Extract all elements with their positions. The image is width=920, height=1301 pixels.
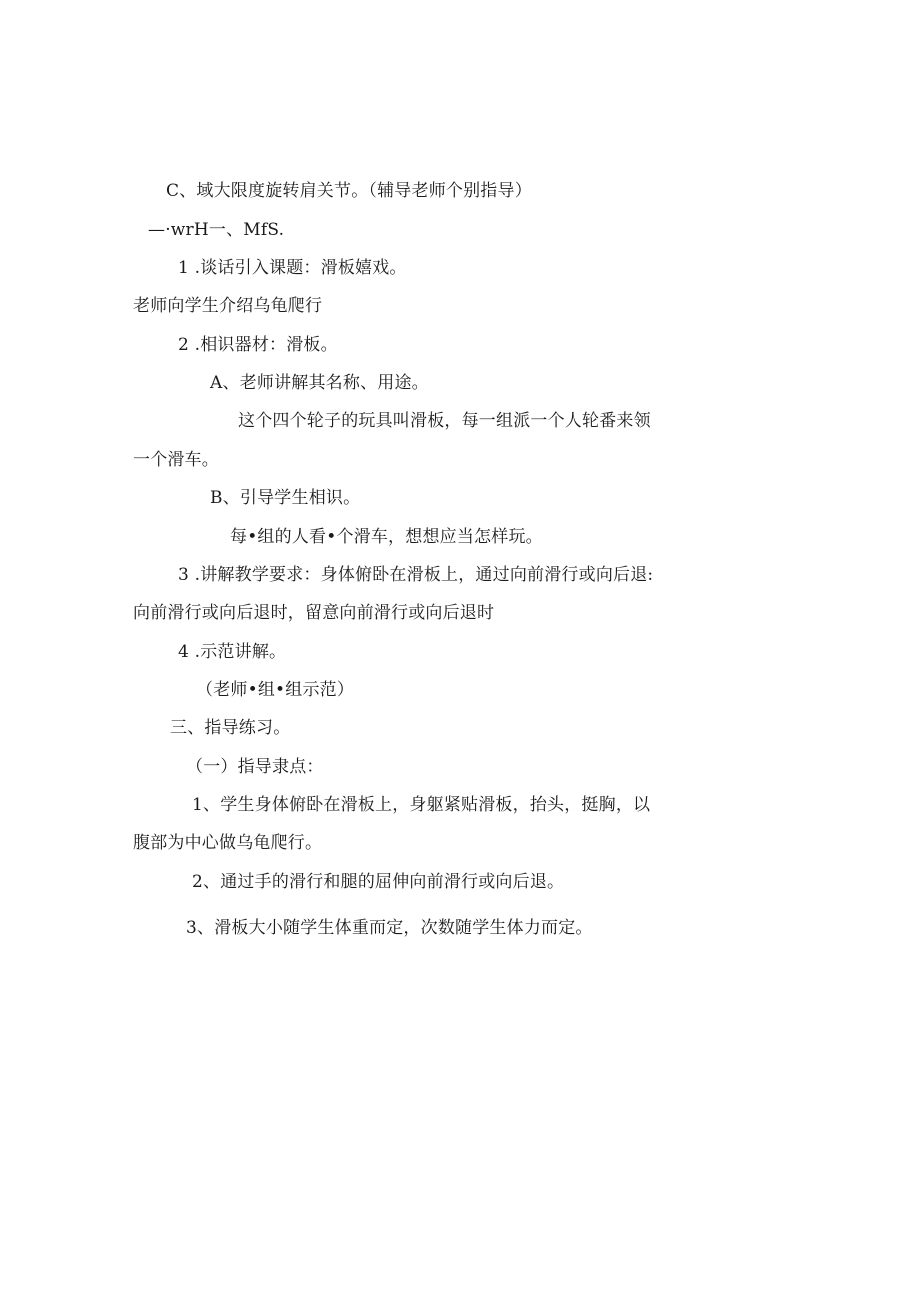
text-line-item-2-a: A、老师讲解其名称、用途。 <box>210 373 429 393</box>
text-line-item-1-detail: 老师向学生介绍乌龟爬行 <box>133 296 323 316</box>
text-line-item-1: 1 .谈话引入课题：滑板嬉戏。 <box>178 258 407 278</box>
text-line-point-3: 3、滑板大小随学生体重而定，次数随学生体力而定。 <box>186 918 593 938</box>
text-line-item-4-detail: （老师•组•组示范） <box>196 680 355 700</box>
text-line-c-shoulder: C、域大限度旋转肩关节。（辅导老师个别指导） <box>166 181 532 201</box>
text-line-item-4: 4 .示范讲解。 <box>178 642 287 662</box>
text-line-section-two-heading: —·wrH一、MfS. <box>148 220 285 240</box>
text-line-item-2-a-detail: 这个四个轮子的玩具叫滑板，每一组派一个人轮番来领 <box>238 411 651 431</box>
text-line-item-3-cont: 向前滑行或向后退时，留意向前滑行或向后退时 <box>133 603 495 623</box>
text-line-subsection-one: （一）指导隶点： <box>186 757 324 777</box>
text-line-point-1-cont: 腹部为中心做乌龟爬行。 <box>133 833 323 853</box>
text-line-item-2: 2 .相识器材：滑板。 <box>178 335 338 355</box>
text-line-point-2: 2、通过手的滑行和腿的屈伸向前滑行或向后退。 <box>192 872 565 892</box>
text-line-item-2-b: B、引导学生相识。 <box>210 488 361 508</box>
text-line-item-2-a-detail-cont: 一个滑车。 <box>133 450 219 470</box>
text-line-item-3: 3 .讲解教学要求：身体俯卧在滑板上，通过向前滑行或向后退: <box>178 565 654 585</box>
text-line-point-1: 1、学生身体俯卧在滑板上，身躯紧贴滑板，抬头，挺胸，以 <box>192 795 651 815</box>
text-line-section-three-heading: 三、指导练习。 <box>170 718 291 738</box>
text-line-item-2-b-detail: 每•组的人看•个滑车，想想应当怎样玩。 <box>230 527 543 547</box>
